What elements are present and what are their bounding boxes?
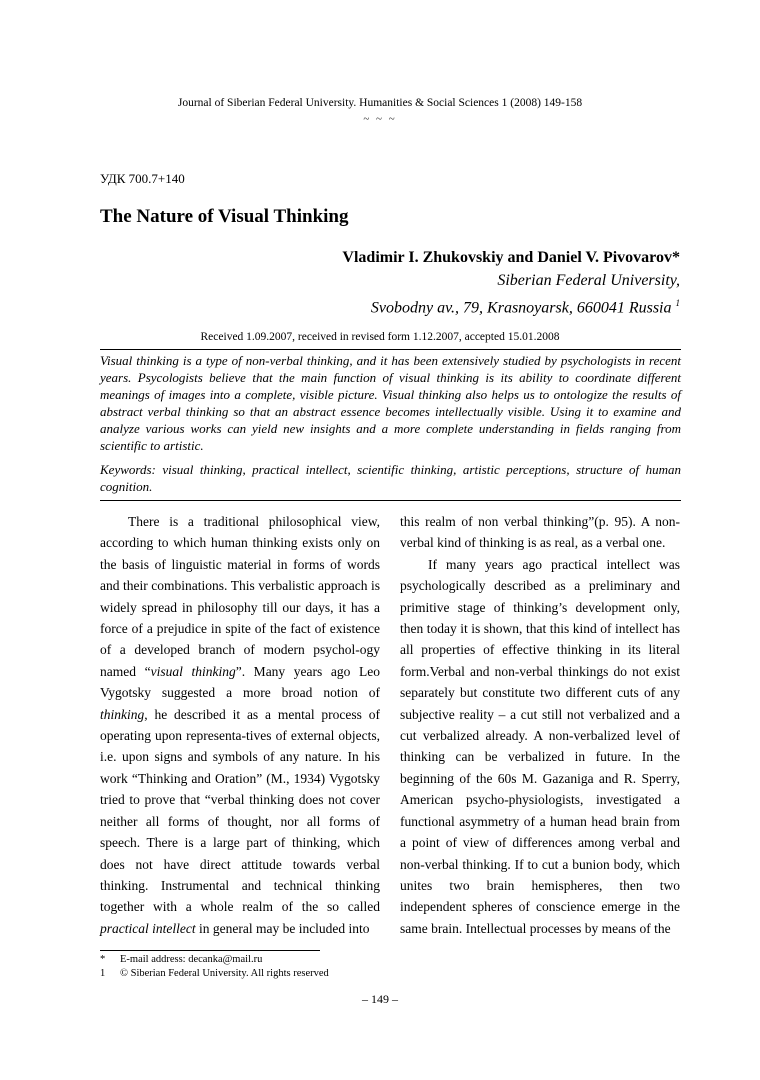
footnote (100, 967, 329, 981)
body-paragraph: If many years ago practical intellect was psychologically described as a preliminary and primitive stage of thinking’s development only, then today it is shown, that this kind of intellect has all properties of effective thinking in its literal form.Verbal and non-verbal thinkings do not exist separately but constitute two different cuts of any subjective reality – a cut still not verbalized and a cut verbalized already. A non-verbalized level of thinking can be verbalized in future. In the beginning of the 60s M. Gazaniga and R. Sperry, American psycho-physiologists, investigated a functional asymmetry of a human head brain from a point of view of differences among verbal and non-verbal thinking. If to cut a bunion body, which unites two brain hemispheres, then two independent spheres of conscience emerge in the same brain. Intellectual processes by means of the (400, 556, 680, 936)
journal-header: Journal of Siberian Federal University. Humanities & Social Sciences 1 (2008) 149-158 (177, 97, 583, 109)
abstract-top-rule (100, 349, 681, 350)
author-address-text: Svobodny av., 79, Krasnoyarsk, 660041 Russia (370, 299, 672, 317)
body-text: ”. Many years ago Leo Vygotsky suggested a more broad notion of (100, 663, 380, 701)
page-number: – 149 – (362, 992, 398, 1006)
body-paragraph: this realm of non verbal thinking”(p. 95). A non-verbal kind of thinking is as real, as a verbal one. (400, 514, 680, 551)
author-names: Vladimir I. Zhukovskiy and Daniel V. Pivovarov* (342, 249, 680, 266)
address-footnote-mark: 1 (675, 298, 680, 308)
footnote (100, 953, 329, 967)
udk-code: УДК 700.7+140 (100, 171, 185, 186)
author-block (342, 246, 680, 319)
body-text: There is a traditional philosophical view, according to which human thinking exists only on the basis of linguistic material in forms of words and their combinations. This verbalistic approach is widely spread in philosophy till our days, it has a force of a prejudice in spite of the fact of existence of a developed branch of modern psychol-ogy named “ (100, 514, 380, 679)
body-text: , he described it as a mental process of operating upon representa-tives of external objects, i.e. upon signs and symbols of any nature. In his work “Thinking and Oration” (M., 1934) Vygotsky tried to prove that “verbal thinking does not cover neither all forms of thought, nor all forms of speech. There is a large part of thinking, which does not have direct attitude towards verbal thinking. Instrumental and technical thinking together with a whole realm of the so called (100, 706, 380, 915)
footnote-email: E-mail address: decanka@mail.ru (120, 954, 263, 965)
body-column-left (100, 511, 380, 939)
body-column-right (400, 511, 680, 939)
emphasis-practical-intellect: practical intellect (100, 920, 196, 936)
footnote-copyright: © Siberian Federal University. All rights reserved (120, 968, 329, 979)
footnote-mark: 1 (100, 968, 106, 979)
author-address (342, 292, 680, 319)
article-title: The Nature of Visual Thinking (100, 206, 349, 227)
header-ornament: ~ ~ ~ (363, 113, 397, 125)
body-paragraph (100, 511, 380, 939)
footnote-rule (100, 950, 320, 951)
emphasis-visual-thinking: visual thinking (150, 663, 236, 679)
emphasis-thinking: thinking (100, 706, 145, 722)
footnote-mark: * (100, 954, 106, 965)
footnotes (100, 953, 329, 981)
author-affiliation: Siberian Federal University, (497, 272, 680, 289)
keywords: Keywords: visual thinking, practical intellect, scientific thinking, artistic perceptions, structure of human cognition. (100, 462, 681, 494)
received-dates: Received 1.09.2007, received in revised form 1.12.2007, accepted 15.01.2008 (200, 331, 560, 343)
abstract: Visual thinking is a type of non-verbal thinking, and it has been extensively studied by psychologists in recent years. Psycologists believe that the main function of visual thinking is its ability to coordinate different meanings of images into a complete, visible picture. Visual thinking also helps us to ontologize the results of abstract verbal thinking so that an abstract essence becomes intellectually visible. Using it to examine and analyze various works can yield new insights and a more complete understanding in fields ranging from scientific to artistic. (100, 353, 681, 453)
body-text: in general may be included into (195, 920, 370, 936)
abstract-bottom-rule (100, 500, 681, 501)
